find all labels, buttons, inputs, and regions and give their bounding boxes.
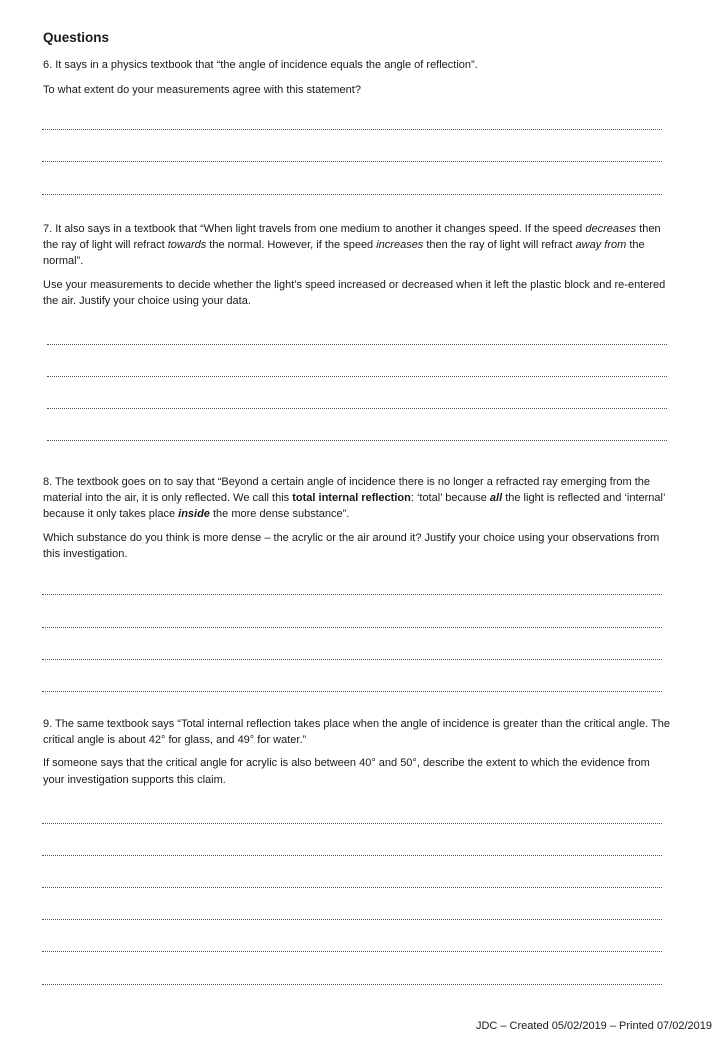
q7-text: 7. It also says in a textbook that “When light travels from one medium to another it changes speed. If the speed <box>43 223 586 235</box>
q8-text: the light is reflected and ‘internal’ because it only takes place <box>43 492 666 521</box>
answer-line-q6-3[interactable] <box>42 194 662 195</box>
section-heading: Questions <box>43 30 110 45</box>
page-footer: JDC – Created 05/02/2019 – Printed 07/02/2019 <box>475 1020 712 1032</box>
question-9-prompt: If someone says that the critical angle for acrylic is also between 40° and 50°, describe the extent to which the evidence from your investigation supports this claim. <box>43 757 650 786</box>
question-6-statement: 6. It says in a physics textbook that “the angle of incidence equals the angle of reflection”. <box>43 59 478 71</box>
q7-emphasis-increases: increases <box>376 239 424 252</box>
q7-emphasis-away-from: away from <box>575 239 627 252</box>
answer-line-q9-3[interactable] <box>42 887 662 888</box>
question-6 <box>43 57 673 105</box>
q7-text: the normal”. <box>43 239 645 268</box>
answer-line-q9-5[interactable] <box>42 951 662 952</box>
q7-emphasis-decreases: decreases <box>585 223 637 235</box>
q7-text: then the ray of light will refract <box>43 223 661 252</box>
q7-text: then the ray of light will refract <box>423 239 576 252</box>
answer-line-q8-3[interactable] <box>42 659 662 660</box>
answer-line-q8-1[interactable] <box>42 594 662 595</box>
answer-line-q9-4[interactable] <box>42 919 662 920</box>
q8-text: 8. The textbook goes on to say that “Beyond a certain angle of incidence there is no longer a refracted ray emerging from the material into the air, it is only reflected. We call this <box>43 476 650 505</box>
question-6-prompt: To what extent do your measurements agree with this statement? <box>43 84 361 97</box>
question-8 <box>43 474 673 569</box>
answer-line-q6-1[interactable] <box>42 129 662 130</box>
answer-line-q7-4[interactable] <box>47 440 667 441</box>
answer-line-q6-2[interactable] <box>42 161 662 162</box>
q7-text: the normal. However, if the speed <box>206 239 377 252</box>
q8-bold-total-internal-reflection: total internal reflection <box>292 492 411 505</box>
answer-line-q7-3[interactable] <box>47 408 667 409</box>
question-8-prompt: Which substance do you think is more dense – the acrylic or the air around it? Justify your choice using your observations from this investigation. <box>43 531 660 560</box>
question-7-prompt: Use your measurements to decide whether the light’s speed increased or decreased when it left the plastic block and re-entered the air. Justify your choice using your data. <box>43 278 666 307</box>
answer-line-q7-2[interactable] <box>47 376 667 377</box>
question-8-statement <box>43 474 673 523</box>
answer-line-q8-2[interactable] <box>42 627 662 628</box>
q8-text: : ‘total’ because <box>410 492 490 505</box>
answer-line-q9-1[interactable] <box>42 823 662 824</box>
question-7-statement <box>43 221 673 270</box>
q7-emphasis-towards: towards <box>167 239 207 252</box>
answer-line-q9-2[interactable] <box>42 855 662 856</box>
q8-emphasis-inside: inside <box>178 508 210 521</box>
answer-line-q8-4[interactable] <box>42 691 662 692</box>
q8-text: the more dense substance”. <box>209 508 350 521</box>
question-9-statement: 9. The same textbook says “Total internal reflection takes place when the angle of incidence is greater than the critical angle. The critical angle is about 42° for glass, and 49° for water.” <box>43 718 670 747</box>
question-7 <box>43 221 673 316</box>
q8-emphasis-all: all <box>489 492 503 505</box>
question-9 <box>43 716 673 795</box>
answer-line-q7-1[interactable] <box>47 344 667 345</box>
answer-line-q9-6[interactable] <box>42 984 662 985</box>
